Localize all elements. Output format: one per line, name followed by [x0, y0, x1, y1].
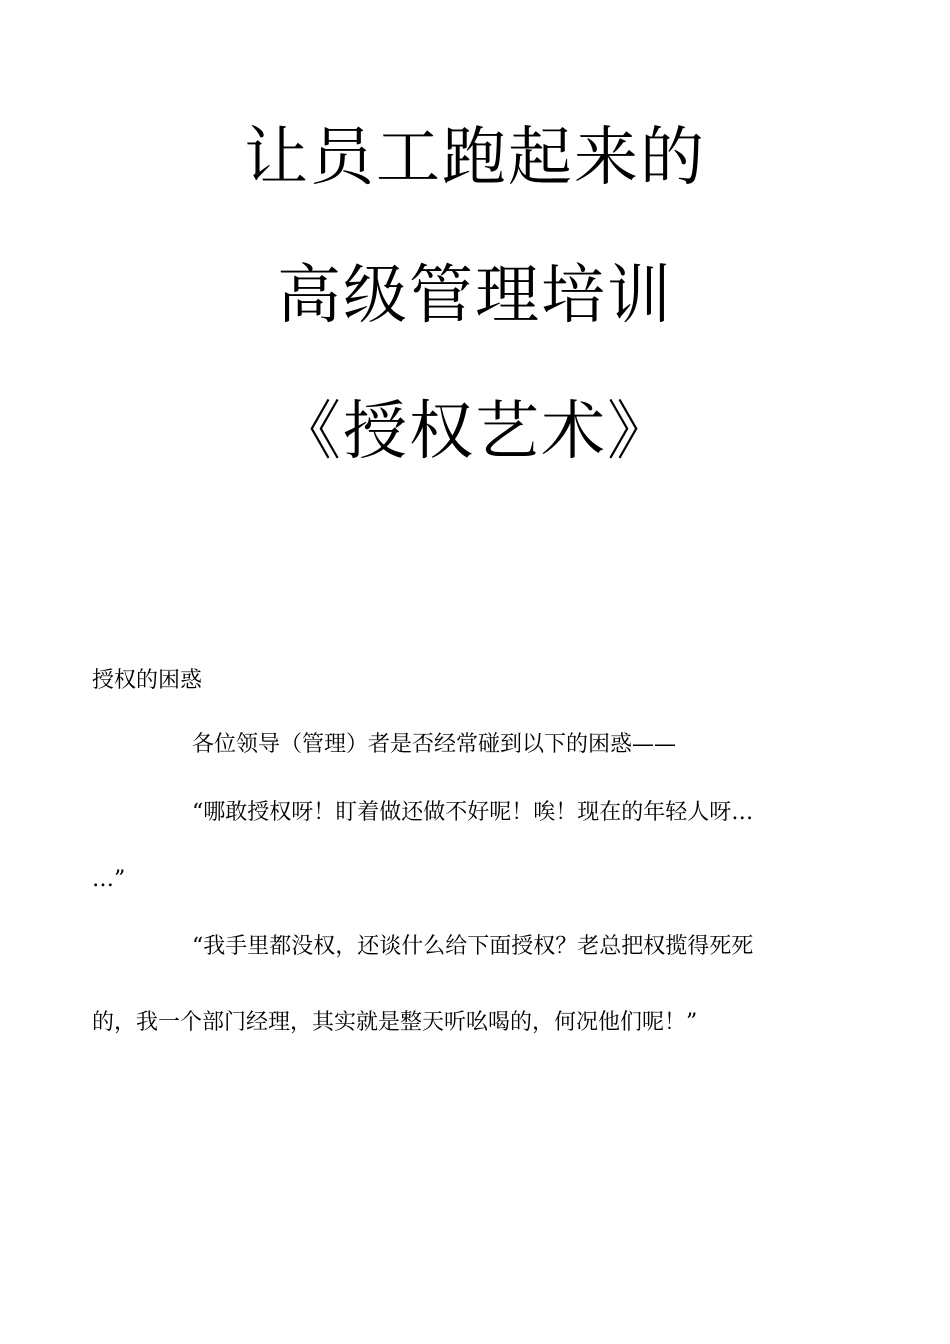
quote-1-line-1: “哪敢授权呀！盯着做还做不好呢！唉！现在的年轻人呀…: [192, 800, 754, 825]
document-title-line-2: 高级管理培训: [277, 259, 673, 333]
section-heading: 授权的困惑: [92, 668, 203, 693]
document-title-line-3: 《授权艺术》: [277, 395, 673, 469]
intro-paragraph: 各位领导（管理）者是否经常碰到以下的困惑——: [192, 732, 677, 757]
document-title-line-1: 让员工跑起来的: [244, 121, 706, 195]
quote-2-line-1: “我手里都没权，还谈什么给下面授权？老总把权揽得死死: [192, 934, 754, 959]
quote-1-line-2: …”: [92, 867, 126, 892]
quote-2-line-2: 的，我一个部门经理，其实就是整天听吆喝的，何况他们呢！”: [92, 1010, 698, 1035]
